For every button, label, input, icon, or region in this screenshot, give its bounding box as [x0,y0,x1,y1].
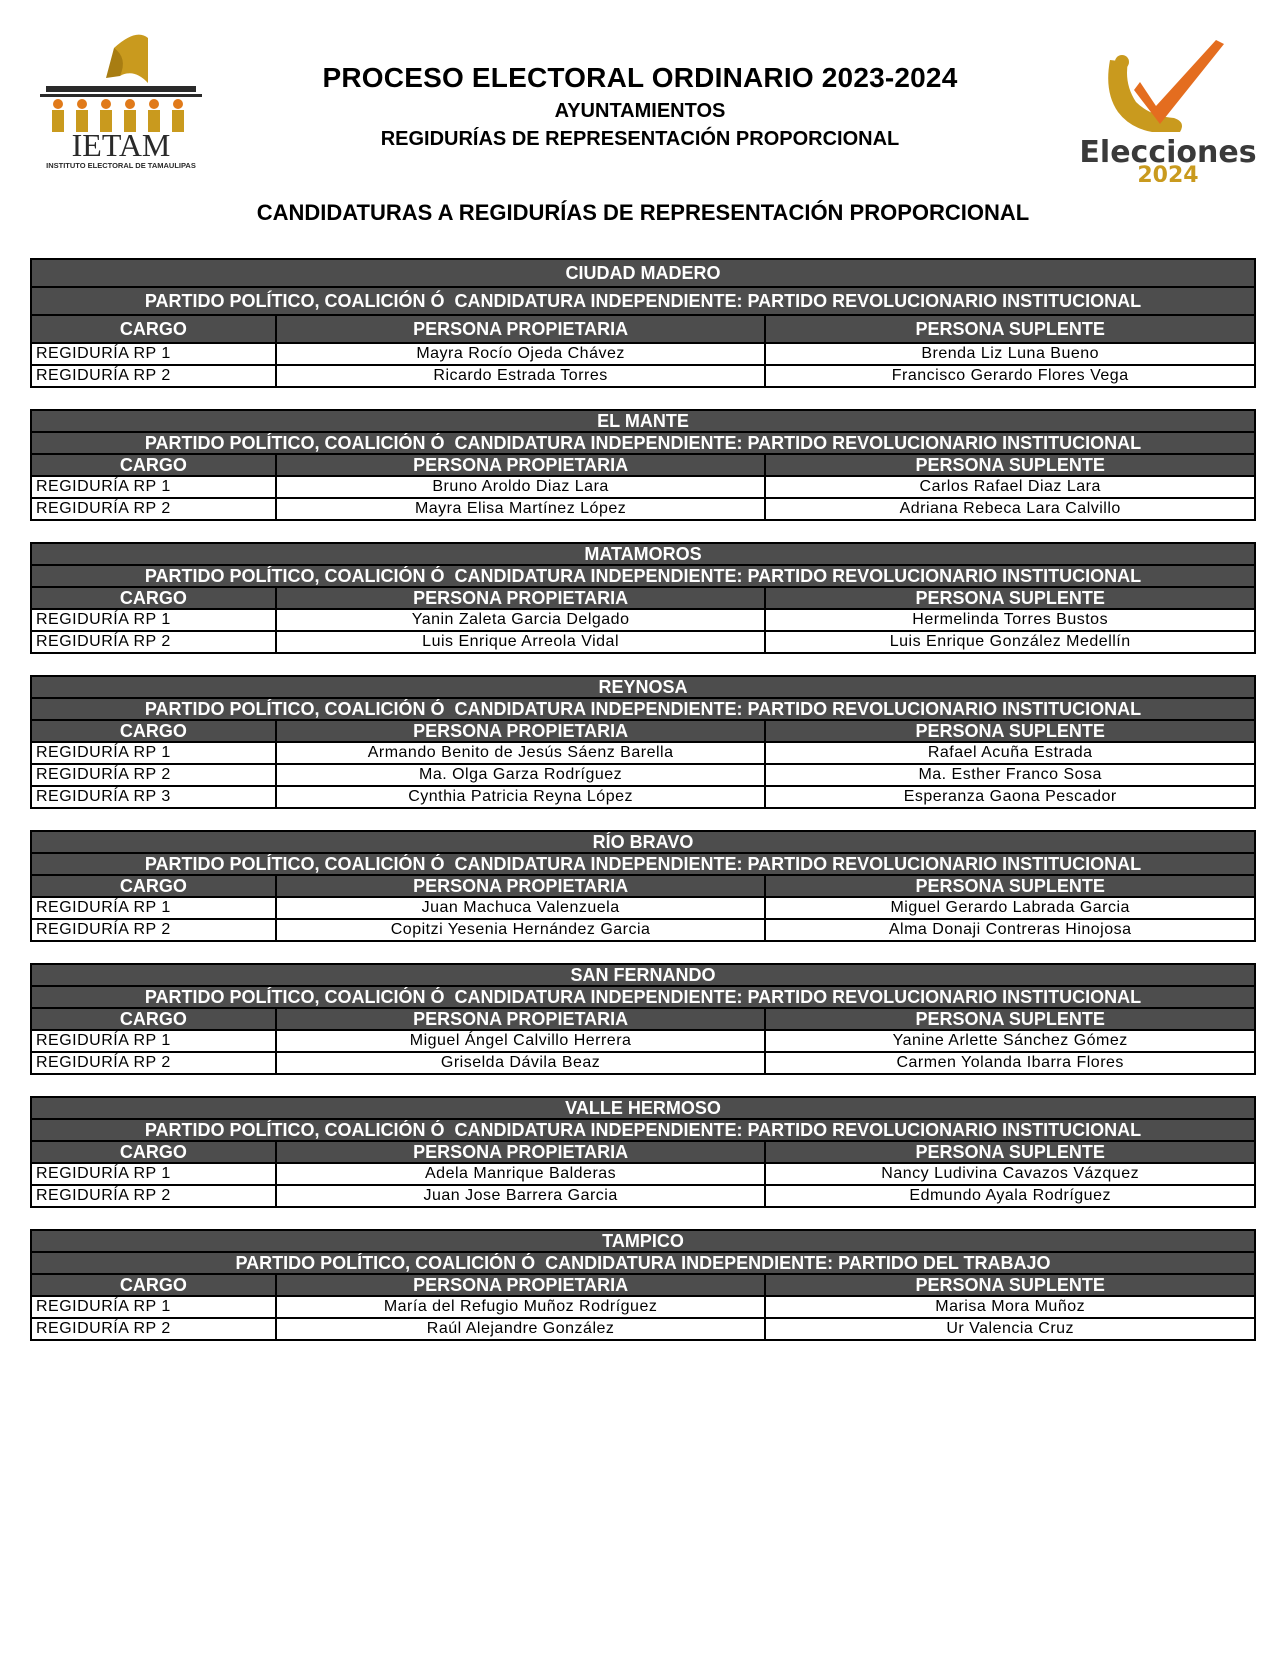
suplente-cell: Hermelinda Torres Bustos [765,609,1255,631]
table-row [31,631,1255,653]
party-prefix: PARTIDO POLÍTICO, COALICIÓN Ó CANDIDATURA INDEPENDIENTE: [144,987,748,1007]
party-name: PARTIDO REVOLUCIONARIO INSTITUCIONAL [747,1120,1142,1140]
svg-text:INSTITUTO ELECTORAL DE TAMAULI: INSTITUTO ELECTORAL DE TAMAULIPAS [46,161,196,170]
cargo-cell: REGIDURÍA RP 2 [31,1185,276,1207]
party-name: PARTIDO REVOLUCIONARIO INSTITUCIONAL [747,699,1142,719]
table-row [31,1052,1255,1074]
party-prefix: PARTIDO POLÍTICO, COALICIÓN Ó CANDIDATURA INDEPENDIENTE: [144,433,748,453]
municipality-table [30,542,1256,654]
table-row [31,742,1255,764]
suplente-cell: Alma Donaji Contreras Hinojosa [765,919,1255,941]
propietaria-cell: Ricardo Estrada Torres [276,365,766,387]
suplente-cell: Luis Enrique González Medellín [765,631,1255,653]
table-row [31,343,1255,365]
propietaria-cell: Raúl Alejandre González [276,1318,766,1340]
party-name: PARTIDO REVOLUCIONARIO INSTITUCIONAL [747,291,1142,311]
column-header-cargo: CARGO [31,315,276,343]
elecciones-2024-logo [1070,32,1260,182]
propietaria-cell: Juan Machuca Valenzuela [276,897,766,919]
cargo-cell: REGIDURÍA RP 1 [31,476,276,498]
cargo-cell: REGIDURÍA RP 1 [31,742,276,764]
municipality-table [30,258,1256,388]
column-header-cargo: CARGO [31,1008,276,1030]
document-subtitle-ayuntamientos: AYUNTAMIENTOS [554,100,726,122]
propietaria-cell: Copitzi Yesenia Hernández Garcia [276,919,766,941]
municipality-name: CIUDAD MADERO [31,259,1255,287]
propietaria-cell: Griselda Dávila Beaz [276,1052,766,1074]
municipality-table [30,675,1256,809]
municipality-name: EL MANTE [31,410,1255,432]
suplente-cell: Ur Valencia Cruz [765,1318,1255,1340]
column-header-suplente: PERSONA SUPLENTE [765,720,1255,742]
propietaria-cell: Mayra Rocío Ojeda Chávez [276,343,766,365]
cargo-cell: REGIDURÍA RP 2 [31,365,276,387]
party-name: PARTIDO REVOLUCIONARIO INSTITUCIONAL [747,566,1142,586]
suplente-cell: Carlos Rafael Diaz Lara [765,476,1255,498]
table-row [31,1185,1255,1207]
document-title: PROCESO ELECTORAL ORDINARIO 2023-2024 [322,62,958,93]
municipality-name: RÍO BRAVO [31,831,1255,853]
party-prefix: PARTIDO POLÍTICO, COALICIÓN Ó CANDIDATURA INDEPENDIENTE: [144,1120,748,1140]
cargo-cell: REGIDURÍA RP 2 [31,1052,276,1074]
municipality-name: REYNOSA [31,676,1255,698]
municipality-name: MATAMOROS [31,543,1255,565]
propietaria-cell: Cynthia Patricia Reyna López [276,786,766,808]
table-row [31,609,1255,631]
municipality-table [30,1096,1256,1208]
section-heading: CANDIDATURAS A REGIDURÍAS DE REPRESENTACIÓN PROPORCIONAL [256,200,1030,225]
column-header-propietaria: PERSONA PROPIETARIA [276,1008,766,1030]
column-header-suplente: PERSONA SUPLENTE [765,1274,1255,1296]
propietaria-cell: Ma. Olga Garza Rodríguez [276,764,766,786]
cargo-cell: REGIDURÍA RP 2 [31,919,276,941]
party-prefix: PARTIDO POLÍTICO, COALICIÓN Ó CANDIDATURA INDEPENDIENTE: [144,854,748,874]
document-subtitle-regidurias: REGIDURÍAS DE REPRESENTACIÓN PROPORCIONAL [380,128,900,150]
column-header-cargo: CARGO [31,875,276,897]
suplente-cell: Francisco Gerardo Flores Vega [765,365,1255,387]
table-row [31,1030,1255,1052]
suplente-cell: Carmen Yolanda Ibarra Flores [765,1052,1255,1074]
column-header-cargo: CARGO [31,454,276,476]
suplente-cell: Brenda Liz Luna Bueno [765,343,1255,365]
column-header-cargo: CARGO [31,720,276,742]
party-prefix: PARTIDO POLÍTICO, COALICIÓN Ó CANDIDATURA INDEPENDIENTE: [144,699,748,719]
party-line [31,432,1255,454]
municipality-name: TAMPICO [31,1230,1255,1252]
suplente-cell: Miguel Gerardo Labrada Garcia [765,897,1255,919]
svg-text:Elecciones: Elecciones [1079,135,1257,170]
column-header-suplente: PERSONA SUPLENTE [765,587,1255,609]
party-line [31,1119,1255,1141]
table-row [31,498,1255,520]
municipality-name: SAN FERNANDO [31,964,1255,986]
column-header-suplente: PERSONA SUPLENTE [765,875,1255,897]
svg-text:2024: 2024 [1137,163,1199,182]
party-line [31,565,1255,587]
cargo-cell: REGIDURÍA RP 1 [31,1296,276,1318]
table-row [31,1318,1255,1340]
column-header-suplente: PERSONA SUPLENTE [765,454,1255,476]
propietaria-cell: Bruno Aroldo Diaz Lara [276,476,766,498]
cargo-cell: REGIDURÍA RP 3 [31,786,276,808]
table-row [31,476,1255,498]
suplente-cell: Ma. Esther Franco Sosa [765,764,1255,786]
party-name: PARTIDO DEL TRABAJO [838,1253,1051,1273]
municipality-table [30,963,1256,1075]
column-header-suplente: PERSONA SUPLENTE [765,1008,1255,1030]
suplente-cell: Marisa Mora Muñoz [765,1296,1255,1318]
party-line [31,1252,1255,1274]
column-header-cargo: CARGO [31,1141,276,1163]
party-line [31,853,1255,875]
propietaria-cell: Mayra Elisa Martínez López [276,498,766,520]
party-name: PARTIDO REVOLUCIONARIO INSTITUCIONAL [747,433,1142,453]
column-header-propietaria: PERSONA PROPIETARIA [276,454,766,476]
column-header-suplente: PERSONA SUPLENTE [765,315,1255,343]
cargo-cell: REGIDURÍA RP 1 [31,609,276,631]
table-row [31,764,1255,786]
ietam-logo [36,28,206,170]
column-header-suplente: PERSONA SUPLENTE [765,1141,1255,1163]
cargo-cell: REGIDURÍA RP 2 [31,764,276,786]
table-row [31,897,1255,919]
column-header-propietaria: PERSONA PROPIETARIA [276,587,766,609]
column-header-propietaria: PERSONA PROPIETARIA [276,1274,766,1296]
table-row [31,919,1255,941]
municipality-table [30,409,1256,521]
party-prefix: PARTIDO POLÍTICO, COALICIÓN Ó CANDIDATURA INDEPENDIENTE: [144,291,748,311]
cargo-cell: REGIDURÍA RP 2 [31,1318,276,1340]
municipality-name: VALLE HERMOSO [31,1097,1255,1119]
propietaria-cell: Armando Benito de Jesús Sáenz Barella [276,742,766,764]
candidate-blocks [30,258,1256,1362]
suplente-cell: Yanine Arlette Sánchez Gómez [765,1030,1255,1052]
suplente-cell: Rafael Acuña Estrada [765,742,1255,764]
suplente-cell: Esperanza Gaona Pescador [765,786,1255,808]
table-row [31,786,1255,808]
column-header-propietaria: PERSONA PROPIETARIA [276,875,766,897]
propietaria-cell: Luis Enrique Arreola Vidal [276,631,766,653]
party-name: PARTIDO REVOLUCIONARIO INSTITUCIONAL [747,987,1142,1007]
municipality-table [30,830,1256,942]
propietaria-cell: Miguel Ángel Calvillo Herrera [276,1030,766,1052]
party-name: PARTIDO REVOLUCIONARIO INSTITUCIONAL [747,854,1142,874]
suplente-cell: Edmundo Ayala Rodríguez [765,1185,1255,1207]
table-row [31,1163,1255,1185]
propietaria-cell: Adela Manrique Balderas [276,1163,766,1185]
party-prefix: PARTIDO POLÍTICO, COALICIÓN Ó CANDIDATURA INDEPENDIENTE: [144,566,748,586]
table-row [31,1296,1255,1318]
cargo-cell: REGIDURÍA RP 2 [31,498,276,520]
propietaria-cell: Juan Jose Barrera Garcia [276,1185,766,1207]
party-line [31,698,1255,720]
column-header-cargo: CARGO [31,1274,276,1296]
column-header-propietaria: PERSONA PROPIETARIA [276,315,766,343]
cargo-cell: REGIDURÍA RP 1 [31,1030,276,1052]
propietaria-cell: María del Refugio Muñoz Rodríguez [276,1296,766,1318]
suplente-cell: Adriana Rebeca Lara Calvillo [765,498,1255,520]
party-line [31,287,1255,315]
propietaria-cell: Yanin Zaleta Garcia Delgado [276,609,766,631]
suplente-cell: Nancy Ludivina Cavazos Vázquez [765,1163,1255,1185]
cargo-cell: REGIDURÍA RP 1 [31,343,276,365]
municipality-table [30,1229,1256,1341]
cargo-cell: REGIDURÍA RP 1 [31,897,276,919]
column-header-propietaria: PERSONA PROPIETARIA [276,1141,766,1163]
party-prefix: PARTIDO POLÍTICO, COALICIÓN Ó CANDIDATURA INDEPENDIENTE: [235,1253,839,1273]
table-row [31,365,1255,387]
cargo-cell: REGIDURÍA RP 1 [31,1163,276,1185]
cargo-cell: REGIDURÍA RP 2 [31,631,276,653]
svg-text:IETAM: IETAM [71,127,171,163]
column-header-propietaria: PERSONA PROPIETARIA [276,720,766,742]
party-line [31,986,1255,1008]
column-header-cargo: CARGO [31,587,276,609]
